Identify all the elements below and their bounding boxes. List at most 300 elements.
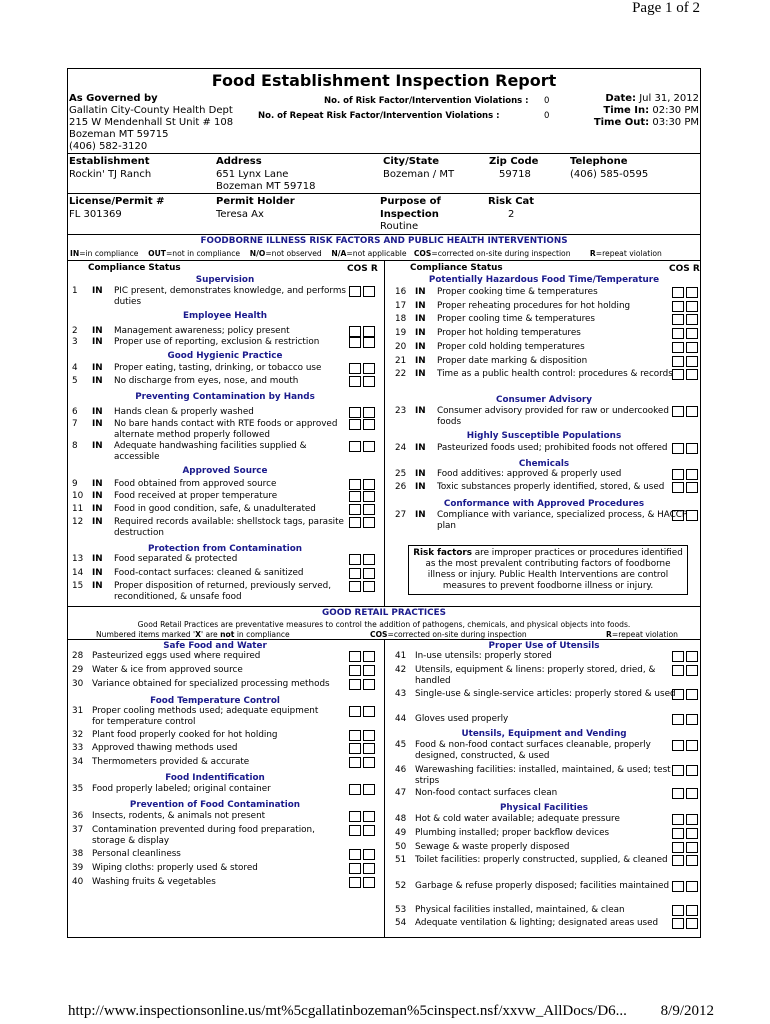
cos-checkbox[interactable] <box>672 482 684 493</box>
legend-key: R <box>606 630 612 639</box>
time-out-label: Time Out: <box>593 117 650 128</box>
cos-checkbox[interactable] <box>672 301 684 312</box>
section-title: Approved Source <box>182 466 268 476</box>
item-number: 15 <box>72 581 84 591</box>
repeat-checkbox[interactable] <box>363 863 375 874</box>
item-number: 39 <box>72 863 84 873</box>
cos-checkbox[interactable] <box>349 363 361 374</box>
item-status: IN <box>415 482 426 492</box>
repeat-checkbox[interactable] <box>686 482 698 493</box>
item-status: IN <box>92 479 103 489</box>
cos-checkbox[interactable] <box>672 881 684 892</box>
cos-checkbox[interactable] <box>672 665 684 676</box>
legend-key: N/O <box>249 249 266 258</box>
cos-checkbox[interactable] <box>672 406 684 417</box>
repeat-checkbox[interactable] <box>363 568 375 579</box>
license-value: FL 301369 <box>69 209 122 220</box>
cos-checkbox[interactable] <box>672 814 684 825</box>
item-text: Water & ice from approved source <box>92 665 243 675</box>
repeat-checkbox[interactable] <box>363 407 375 418</box>
item-text: Sewage & waste properly disposed <box>415 842 570 852</box>
item-text: Hands clean & properly washed <box>114 407 254 417</box>
repeat-checkbox[interactable] <box>686 689 698 700</box>
item-number: 2 <box>72 326 78 336</box>
section-title: Potentially Hazardous Food Time/Temperature <box>428 275 660 285</box>
cos-checkbox[interactable] <box>672 740 684 751</box>
cos-checkbox[interactable] <box>672 287 684 298</box>
legend-value: =not in compliance <box>165 249 241 258</box>
item-number: 27 <box>395 510 407 520</box>
cos-checkbox[interactable] <box>349 849 361 860</box>
item-text: Single-use & single-service articles: properly stored & used <box>415 689 676 699</box>
item-number: 35 <box>72 784 84 794</box>
repeat-checkbox[interactable] <box>686 714 698 725</box>
cos-checkbox[interactable] <box>672 651 684 662</box>
address-line2: Bozeman MT 59718 <box>216 181 316 192</box>
repeat-checkbox[interactable] <box>686 814 698 825</box>
cos-checkbox[interactable] <box>672 510 684 521</box>
cos-checkbox[interactable] <box>672 443 684 454</box>
repeat-checkbox[interactable] <box>363 757 375 768</box>
item-text: Plumbing installed; proper backflow devices <box>415 828 610 838</box>
item-text: Wiping cloths: properly used & stored <box>92 863 258 873</box>
address-line1: 651 Lynx Lane <box>216 169 289 180</box>
date-label: Date: <box>605 93 637 104</box>
cos-checkbox[interactable] <box>349 743 361 754</box>
item-number: 26 <box>395 482 407 492</box>
item-number: 11 <box>72 504 84 514</box>
item-text: Food additives: approved & properly used <box>437 469 622 479</box>
cos-checkbox[interactable] <box>672 855 684 866</box>
item-status: IN <box>415 342 426 352</box>
item-number: 46 <box>395 765 407 775</box>
item-number: 41 <box>395 651 407 661</box>
cos-checkbox[interactable] <box>349 286 361 297</box>
compliance-status-header-right: Compliance Status <box>410 263 503 273</box>
item-number: 34 <box>72 757 84 767</box>
section-title: Good Hygienic Practice <box>167 351 283 361</box>
item-text: Proper date marking & disposition <box>437 356 588 366</box>
time-in-label: Time In: <box>603 105 650 116</box>
repeat-checkbox[interactable] <box>686 356 698 367</box>
cos-r-header-left: COS R <box>347 264 378 274</box>
repeat-checkbox[interactable] <box>363 363 375 374</box>
item-status: IN <box>92 581 103 591</box>
item-number: 12 <box>72 517 84 527</box>
item-text: Required records available: shellstock tags, parasite destruction <box>114 517 344 538</box>
repeat-checkbox[interactable] <box>363 811 375 822</box>
item-text: Food in good condition, safe, & unadulterated <box>114 504 316 514</box>
legend-text: Numbered items marked ' <box>96 630 196 639</box>
cos-checkbox[interactable] <box>349 491 361 502</box>
risk-category-label: Risk Cat <box>488 196 535 207</box>
item-text: Proper cold holding temperatures <box>437 342 585 352</box>
repeat-checkbox[interactable] <box>686 328 698 339</box>
item-number: 4 <box>72 363 78 373</box>
repeat-checkbox[interactable] <box>363 286 375 297</box>
repeat-checkbox[interactable] <box>363 491 375 502</box>
item-text: Food received at proper temperature <box>114 491 278 501</box>
legend-key: COS <box>370 630 388 639</box>
repeat-checkbox[interactable] <box>363 730 375 741</box>
cos-checkbox[interactable] <box>349 326 361 337</box>
section-title: Conformance with Approved Procedures <box>443 499 645 509</box>
item-number: 18 <box>395 314 407 324</box>
item-number: 45 <box>395 740 407 750</box>
cos-checkbox[interactable] <box>672 788 684 799</box>
item-status: IN <box>415 287 426 297</box>
cos-checkbox[interactable] <box>349 419 361 430</box>
cos-checkbox[interactable] <box>672 314 684 325</box>
item-number: 17 <box>395 301 407 311</box>
item-text: Pasteurized eggs used where required <box>92 651 261 661</box>
section-title: Utensils, Equipment and Vending <box>461 729 627 739</box>
cos-checkbox[interactable] <box>672 842 684 853</box>
item-number: 49 <box>395 828 407 838</box>
cos-checkbox[interactable] <box>672 369 684 380</box>
repeat-checkbox[interactable] <box>363 665 375 676</box>
repeat-checkbox[interactable] <box>686 788 698 799</box>
item-text: Washing fruits & vegetables <box>92 877 216 887</box>
item-status: IN <box>92 363 103 373</box>
item-number: 38 <box>72 849 84 859</box>
cos-checkbox[interactable] <box>349 706 361 717</box>
item-number: 52 <box>395 881 407 891</box>
item-text: Adequate ventilation & lighting; designated areas used <box>415 918 659 928</box>
risk-factors-note <box>408 545 688 595</box>
repeat-checkbox[interactable] <box>363 504 375 515</box>
legend-key: N/A <box>331 249 347 258</box>
section-title: Preventing Contamination by Hands <box>135 392 315 402</box>
risk-category-value: 2 <box>508 209 515 220</box>
item-text: Compliance with variance, specialized process, & HACCP plan <box>437 510 688 531</box>
item-number: 53 <box>395 905 407 915</box>
legend-key: R <box>589 249 596 258</box>
repeat-checkbox[interactable] <box>363 419 375 430</box>
item-number: 28 <box>72 651 84 661</box>
legend-text: ' are <box>200 630 221 639</box>
cos-checkbox[interactable] <box>349 730 361 741</box>
legend-value: =not applicable <box>346 249 407 258</box>
item-status: IN <box>415 328 426 338</box>
repeat-checkbox[interactable] <box>686 881 698 892</box>
cos-checkbox[interactable] <box>349 651 361 662</box>
item-text: Proper cooling methods used; adequate equipment for temperature control <box>92 706 319 727</box>
repeat-checkbox[interactable] <box>686 665 698 676</box>
cos-checkbox[interactable] <box>349 337 361 348</box>
item-number: 21 <box>395 356 407 366</box>
item-text: Contamination prevented during food preparation, storage & display <box>92 825 315 846</box>
establishment-value: Rockin' TJ Ranch <box>69 169 152 180</box>
repeat-checkbox[interactable] <box>363 337 375 348</box>
repeat-checkbox[interactable] <box>686 842 698 853</box>
cos-checkbox[interactable] <box>349 517 361 528</box>
item-number: 16 <box>395 287 407 297</box>
cos-checkbox[interactable] <box>349 376 361 387</box>
repeat-checkbox[interactable] <box>686 287 698 298</box>
permit-holder-value: Teresa Ax <box>216 209 264 220</box>
repeat-checkbox[interactable] <box>363 877 375 888</box>
cos-checkbox[interactable] <box>349 757 361 768</box>
item-text: In-use utensils: properly stored <box>415 651 552 661</box>
cos-checkbox[interactable] <box>349 825 361 836</box>
item-status: IN <box>415 314 426 324</box>
date-value: Jul 31, 2012 <box>639 93 699 104</box>
governed-line: Bozeman MT 59715 <box>69 129 169 140</box>
repeat-checkbox[interactable] <box>686 651 698 662</box>
item-number: 33 <box>72 743 84 753</box>
cos-checkbox[interactable] <box>349 581 361 592</box>
repeat-checkbox[interactable] <box>363 743 375 754</box>
risk-note-bold: Risk factors <box>413 548 472 558</box>
item-number: 29 <box>72 665 84 675</box>
item-status: IN <box>92 568 103 578</box>
item-text: Management awareness; policy present <box>114 326 290 336</box>
cos-checkbox[interactable] <box>672 689 684 700</box>
cos-checkbox[interactable] <box>672 918 684 929</box>
establishment-label: Establishment <box>69 156 150 167</box>
repeat-checkbox[interactable] <box>363 651 375 662</box>
repeat-violations-value: 0 <box>544 111 550 121</box>
item-text: Insects, rodents, & animals not present <box>92 811 266 821</box>
repeat-checkbox[interactable] <box>686 369 698 380</box>
repeat-checkbox[interactable] <box>686 443 698 454</box>
foodborne-title: FOODBORNE ILLNESS RISK FACTORS AND PUBLIC HEALTH INTERVENTIONS <box>200 236 568 246</box>
cos-checkbox[interactable] <box>349 679 361 690</box>
item-text: Hot & cold water available; adequate pressure <box>415 814 620 824</box>
cos-checkbox[interactable] <box>349 504 361 515</box>
cos-checkbox[interactable] <box>672 356 684 367</box>
item-text: Food properly labeled; original container <box>92 784 271 794</box>
cos-checkbox[interactable] <box>672 342 684 353</box>
item-text: Utensils, equipment & linens: properly stored, dried, & handled <box>415 665 656 686</box>
item-number: 44 <box>395 714 407 724</box>
cos-checkbox[interactable] <box>672 469 684 480</box>
time-out <box>594 117 699 128</box>
section-title: Employee Health <box>182 311 267 321</box>
section-title: Prevention of Food Contamination <box>129 800 301 810</box>
repeat-checkbox[interactable] <box>363 441 375 452</box>
item-text: Pasteurized foods used; prohibited foods not offered <box>437 443 668 453</box>
section-title: Highly Susceptible Populations <box>466 431 622 441</box>
governed-label: As Governed by <box>69 93 158 104</box>
time-in-value: 02:30 PM <box>652 105 699 116</box>
item-status: IN <box>92 376 103 386</box>
repeat-checkbox[interactable] <box>686 342 698 353</box>
item-number: 50 <box>395 842 407 852</box>
item-number: 20 <box>395 342 407 352</box>
cos-checkbox[interactable] <box>349 877 361 888</box>
cos-checkbox[interactable] <box>349 568 361 579</box>
item-text: Toilet facilities: properly constructed, supplied, & cleaned <box>415 855 668 865</box>
item-status: IN <box>92 286 103 296</box>
cos-checkbox[interactable] <box>349 441 361 452</box>
item-number: 23 <box>395 406 407 416</box>
item-text: Approved thawing methods used <box>92 743 238 753</box>
retail-legend-cos <box>370 630 527 639</box>
item-status: IN <box>415 301 426 311</box>
item-text: Thermometers provided & accurate <box>92 757 250 767</box>
item-text: Toxic substances properly identified, stored, & used <box>437 482 665 492</box>
item-text: Physical facilities installed, maintained, & clean <box>415 905 625 915</box>
item-number: 5 <box>72 376 78 386</box>
cos-checkbox[interactable] <box>349 407 361 418</box>
item-number: 22 <box>395 369 407 379</box>
item-number: 42 <box>395 665 407 675</box>
item-number: 14 <box>72 568 84 578</box>
repeat-checkbox[interactable] <box>363 706 375 717</box>
risk-note-text: are improper practices or procedures identified as the most prevalent contributing factors of foodborne illness or injury. Public Health Interventions are control measures to prevent foodborne illness or injury. <box>425 548 683 591</box>
telephone-value: (406) 585-0595 <box>570 169 649 180</box>
repeat-checkbox[interactable] <box>686 314 698 325</box>
purpose-label: Purpose of <box>380 196 441 207</box>
cos-checkbox[interactable] <box>672 905 684 916</box>
license-label: License/Permit # <box>69 196 165 207</box>
cos-checkbox[interactable] <box>349 554 361 565</box>
repeat-checkbox[interactable] <box>686 905 698 916</box>
legend-value: =corrected on-site during inspection <box>387 630 527 639</box>
retail-note: Good Retail Practices are preventative measures to control the addition of pathogens, chemicals, and physical objects into foods. <box>137 620 631 629</box>
cos-checkbox[interactable] <box>672 828 684 839</box>
item-number: 3 <box>72 337 78 347</box>
time-out-value: 03:30 PM <box>652 117 699 128</box>
retail-legend <box>96 630 290 639</box>
repeat-checkbox[interactable] <box>686 406 698 417</box>
item-text: PIC present, demonstrates knowledge, and performs duties <box>114 286 347 307</box>
cos-checkbox[interactable] <box>349 784 361 795</box>
item-text: Plant food properly cooked for hot holding <box>92 730 278 740</box>
repeat-checkbox[interactable] <box>363 784 375 795</box>
governed-line: Gallatin City-County Health Dept <box>69 105 233 116</box>
item-status: IN <box>415 469 426 479</box>
repeat-checkbox[interactable] <box>363 849 375 860</box>
retail-legend-r <box>606 630 678 639</box>
section-title: Consumer Advisory <box>495 395 592 405</box>
item-status: IN <box>92 407 103 417</box>
item-number: 19 <box>395 328 407 338</box>
compliance-legend <box>70 249 662 258</box>
cos-r-header-right: COS R <box>669 264 700 274</box>
item-text: Gloves used properly <box>415 714 509 724</box>
repeat-checkbox[interactable] <box>363 376 375 387</box>
section-title: Protection from Contamination <box>147 544 303 554</box>
retail-title: GOOD RETAIL PRACTICES <box>322 608 446 618</box>
address-label: Address <box>216 156 262 167</box>
item-status: IN <box>415 510 426 520</box>
item-status: IN <box>92 441 103 451</box>
repeat-checkbox[interactable] <box>686 828 698 839</box>
cos-checkbox[interactable] <box>349 479 361 490</box>
city-label: City/State <box>383 156 440 167</box>
item-text: Food & non-food contact surfaces cleanable, properly designed, constructed, & used <box>415 740 651 761</box>
risk-violations-value: 0 <box>544 96 550 106</box>
purpose-value: Routine <box>380 221 419 232</box>
item-status: IN <box>415 369 426 379</box>
cos-checkbox[interactable] <box>672 765 684 776</box>
repeat-checkbox[interactable] <box>686 918 698 929</box>
repeat-checkbox[interactable] <box>686 765 698 776</box>
item-number: 9 <box>72 479 78 489</box>
repeat-checkbox[interactable] <box>363 517 375 528</box>
item-number: 13 <box>72 554 84 564</box>
item-number: 36 <box>72 811 84 821</box>
repeat-checkbox[interactable] <box>686 469 698 480</box>
section-title: Food Temperature Control <box>150 696 280 706</box>
item-text: Proper eating, tasting, drinking, or tobacco use <box>114 363 322 373</box>
repeat-checkbox[interactable] <box>363 679 375 690</box>
item-text: Personal cleanliness <box>92 849 181 859</box>
repeat-checkbox[interactable] <box>363 554 375 565</box>
legend-value: =repeat violation <box>595 249 662 258</box>
permit-holder-label: Permit Holder <box>216 196 295 207</box>
item-text: No bare hands contact with RTE foods or approved alternate method properly followed <box>114 419 338 440</box>
report-title: Food Establishment Inspection Report <box>211 71 557 90</box>
repeat-checkbox[interactable] <box>363 825 375 836</box>
time-in <box>603 105 699 116</box>
section-title: Safe Food and Water <box>163 641 267 651</box>
cos-checkbox[interactable] <box>349 811 361 822</box>
city-value: Bozeman / MT <box>383 169 455 180</box>
section-title: Food Indentification <box>165 773 265 783</box>
legend-value: =repeat violation <box>611 630 678 639</box>
repeat-checkbox[interactable] <box>686 740 698 751</box>
item-number: 31 <box>72 706 84 716</box>
item-text: Proper reheating procedures for hot holding <box>437 301 631 311</box>
repeat-checkbox[interactable] <box>686 510 698 521</box>
footer-date: 8/9/2012 <box>660 1003 714 1019</box>
item-number: 7 <box>72 419 78 429</box>
section-title: Physical Facilities <box>499 803 589 813</box>
item-text: Food obtained from approved source <box>114 479 277 489</box>
cos-checkbox[interactable] <box>349 863 361 874</box>
compliance-status-header-left: Compliance Status <box>88 263 181 273</box>
item-status: IN <box>92 491 103 501</box>
repeat-checkbox[interactable] <box>686 855 698 866</box>
repeat-checkbox[interactable] <box>686 301 698 312</box>
item-status: IN <box>92 517 103 527</box>
item-text: Variance obtained for specialized processing methods <box>92 679 330 689</box>
cos-checkbox[interactable] <box>672 328 684 339</box>
section-title: Supervision <box>195 275 255 285</box>
inspection-label: Inspection <box>380 209 439 220</box>
item-status: IN <box>92 504 103 514</box>
item-number: 40 <box>72 877 84 887</box>
governed-line: 215 W Mendenhall St Unit # 108 <box>69 117 234 128</box>
item-number: 10 <box>72 491 84 501</box>
item-status: IN <box>415 356 426 366</box>
section-title: Chemicals <box>518 459 570 469</box>
legend-text: in compliance <box>234 630 290 639</box>
item-number: 25 <box>395 469 407 479</box>
legend-key: COS <box>413 249 432 258</box>
item-text: Adequate handwashing facilities supplied & accessible <box>114 441 307 462</box>
cos-checkbox[interactable] <box>672 714 684 725</box>
item-number: 32 <box>72 730 84 740</box>
governed-line: (406) 582-3120 <box>69 141 148 152</box>
cos-checkbox[interactable] <box>349 665 361 676</box>
repeat-violations-label: No. of Repeat Risk Factor/Intervention Violations : <box>258 111 500 121</box>
repeat-checkbox[interactable] <box>363 581 375 592</box>
item-text: Proper disposition of returned, previously served, reconditioned, & unsafe food <box>114 581 332 602</box>
legend-value: =in compliance <box>79 249 139 258</box>
item-text: Time as a public health control: procedures & records <box>437 369 673 379</box>
repeat-checkbox[interactable] <box>363 479 375 490</box>
item-text: Garbage & refuse properly disposed; facilities maintained <box>415 881 670 891</box>
repeat-checkbox[interactable] <box>363 326 375 337</box>
footer-url[interactable]: http://www.inspectionsonline.us/mt%5cgallatinbozeman%5cinspect.nsf/xxvw_AllDocs/D6... <box>68 1003 627 1019</box>
legend-x: X <box>195 630 201 639</box>
item-status: IN <box>92 337 103 347</box>
